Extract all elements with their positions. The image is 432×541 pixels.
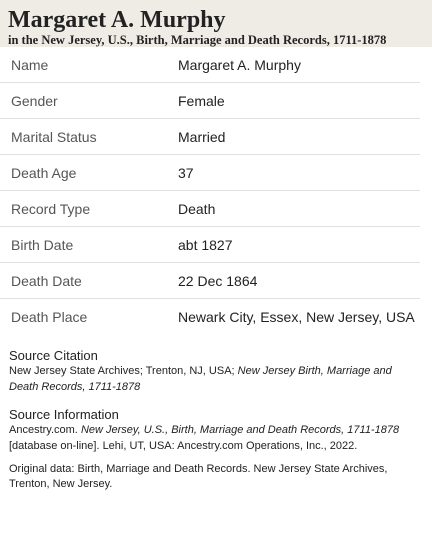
citation-plain: New Jersey State Archives; Trenton, NJ, USA; [9, 365, 238, 377]
table-row [0, 47, 420, 83]
source-citation-heading: Source Citation [9, 348, 98, 363]
fact-label: Death Date [0, 263, 178, 299]
info-prefix: Ancestry.com. [9, 424, 81, 436]
fact-label: Death Age [0, 155, 178, 191]
page-title: Margaret A. Murphy [8, 7, 226, 33]
table-row [0, 119, 420, 155]
table-row [0, 263, 420, 299]
fact-label: Gender [0, 83, 178, 119]
fact-value: Female [178, 83, 420, 119]
fact-value: Married [178, 119, 420, 155]
fact-value: 22 Dec 1864 [178, 263, 420, 299]
fact-value: Margaret A. Murphy [178, 47, 420, 83]
source-citation-section [0, 348, 432, 395]
fact-label: Record Type [0, 191, 178, 227]
table-row [0, 191, 420, 227]
fact-value: 37 [178, 155, 420, 191]
fact-label: Name [0, 47, 178, 83]
table-row [0, 299, 420, 335]
record-header [0, 0, 432, 47]
fact-label: Marital Status [0, 119, 178, 155]
info-italic: New Jersey, U.S., Birth, Marriage and Death Records, 1711-1878 [80, 424, 400, 436]
citation-italic: New Jersey Birth, Marriage and Death Records, 1711-1878 [9, 365, 392, 393]
table-row [0, 155, 420, 191]
fact-value: Death [178, 191, 420, 227]
original-data-text: Original data: Birth, Marriage and Death Records. New Jersey State Archives, Trenton, New Jersey. [9, 463, 388, 490]
fact-value: Newark City, Essex, New Jersey, USA [178, 308, 415, 325]
fact-label: Death Place [11, 308, 88, 325]
fact-value: abt 1827 [178, 227, 420, 263]
source-information-section [0, 407, 432, 492]
fact-label: Birth Date [0, 227, 178, 263]
collection-subtitle: in the New Jersey, U.S., Birth, Marriage and Death Records, 1711-1878 [8, 33, 387, 47]
table-row [0, 83, 420, 119]
facts-table [0, 47, 420, 334]
table-row [0, 227, 420, 263]
source-information-text [9, 422, 423, 454]
source-citation-text [9, 363, 423, 395]
info-suffix: [database on-line]. Lehi, UT, USA: Ancestry.com Operations, Inc., 2022. [9, 440, 358, 452]
source-information-heading: Source Information [9, 407, 119, 422]
